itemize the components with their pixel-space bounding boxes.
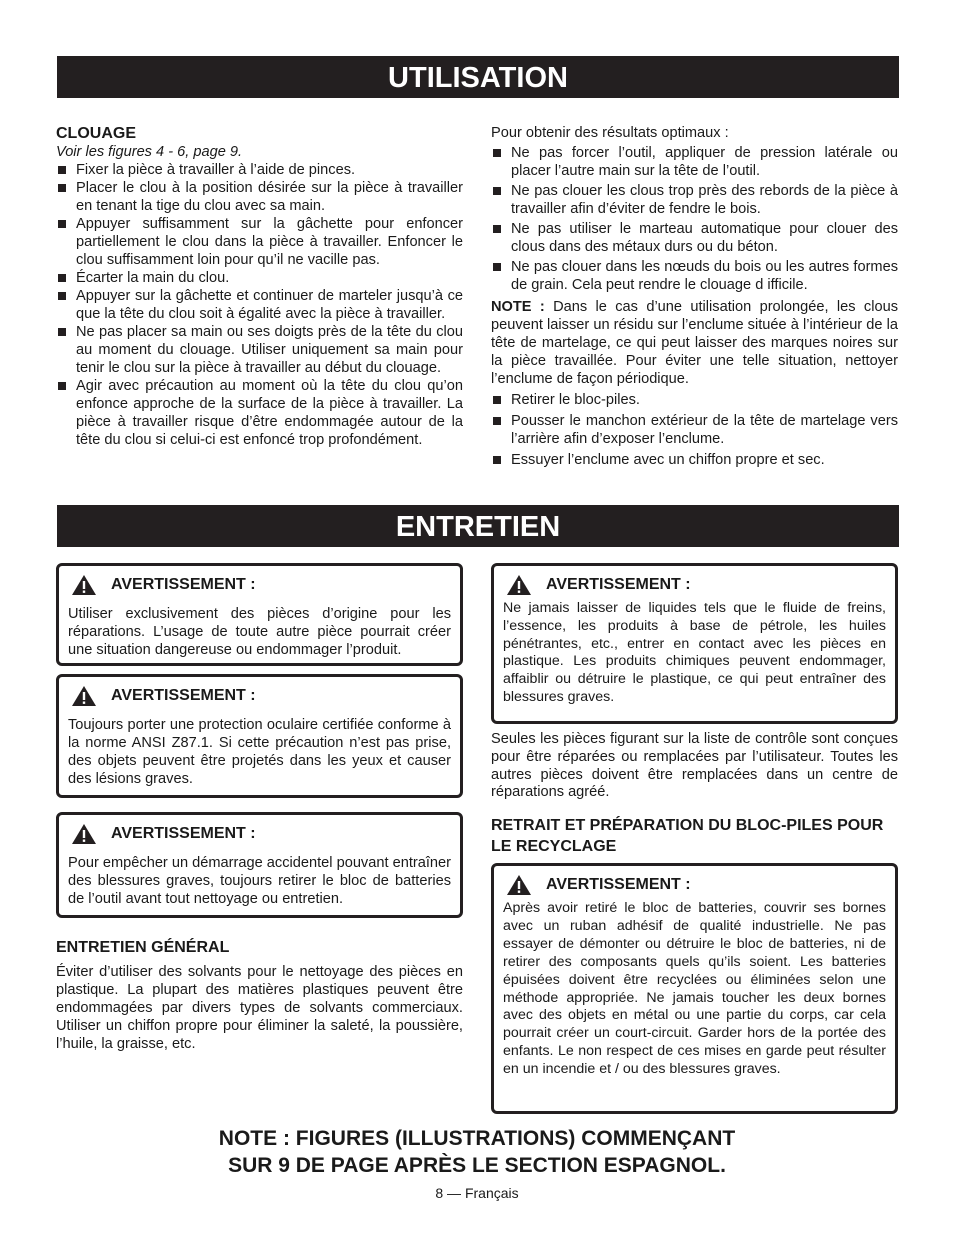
page-footer: 8 — Français (435, 1185, 519, 1201)
warning-triangle-icon (71, 574, 97, 596)
note-text: Dans le cas d’une utilisation prolongée, les clous peuvent laisser un résidu sur l’enclume située à l’intérieur de la tête de martelage, ce qui peut laisser des marques noires sur la pièce travaillée. Pour éviter une telle situation, nettoyer l’enclume de façon périodique. (491, 299, 898, 387)
retrait-section (491, 815, 898, 857)
clouage-section (56, 124, 463, 449)
entretien-general-text: Éviter d’utiliser des solvants pour le nettoyage des pièces en plastique. La plupart des matières plastiques peuvent être endommagées par divers types de solvants commerciaux. Utiliser un chiffon propre pour éliminer la saleté, la poussière, l’huile, la graisse, etc. (56, 964, 463, 1052)
figures-note (0, 1125, 954, 1179)
warning-text: Toujours porter une protection oculaire certifiée conforme à la norme ANSI Z87.1. Si cette précaution n’est pas prise, des objets peuvent être projetés dans les yeux et causer des lésions graves. (68, 717, 451, 787)
warning-text: Utiliser exclusivement des pièces d’origine pour les réparations. L’usage de toute autre pièce pourrait créer une situation dangereuse ou endommager l’produit. (68, 606, 451, 658)
warning-title: AVERTISSEMENT : (68, 823, 451, 845)
list-item: Pousser le manchon extérieur de la tête de martelage vers l’arrière afin d’exposer l’enclume. (491, 412, 898, 448)
list-item: Appuyer suffisamment sur la gâchette pour enfoncer partiellement le clou dans la pièce à travailler. Enfoncer le clou suffisamment loin pour qu’il ne vacille pas. (56, 215, 463, 269)
warning-text: Après avoir retiré le bloc de batteries, couvrir ses bornes avec un ruban adhésif de qualité industrielle. Ne pas essayer de démonter ou détruire le bloc de batteries, ni de retirer des composants quels qu’ils soient. Les batteries épuisées doivent être recyclées ou éliminées selon une méthode appropriée. Ne jamais toucher les deux bornes avec des objets en métal ou une partie du corps, car cela pourrait créer un court-circuit. Garder hors de la portée des enfants. Le non respect de ces mises en garde peut résulter en un incendie et / ou des blessures graves. (503, 900, 886, 1078)
list-item: Écarter la main du clou. (56, 269, 463, 287)
clouage-title: CLOUAGE (56, 125, 136, 142)
note-paragraph (491, 298, 898, 388)
pieces-section (491, 731, 898, 802)
warning-title: AVERTISSEMENT : (503, 574, 886, 596)
entretien-general-section (56, 938, 463, 1053)
retrait-title: RETRAIT ET PRÉPARATION DU BLOC-PILES POUR LE RECYCLAGE (491, 817, 884, 855)
list-item: Essuyer l’enclume avec un chiffon propre et sec. (491, 451, 898, 469)
resultats-list (491, 144, 898, 294)
warning-title: AVERTISSEMENT : (68, 685, 451, 707)
warning-triangle-icon (506, 874, 532, 896)
list-item: Appuyer sur la gâchette et continuer de marteler jusqu’à ce que la tête du clou soit à égalité avec la pièce à travailler. (56, 287, 463, 323)
clouage-list (56, 161, 463, 449)
warning-title: AVERTISSEMENT : (68, 574, 451, 596)
pieces-text: Seules les pièces figurant sur la liste de contrôle sont conçues pour être réparées ou remplacées par l’utilisateur. Toutes les autres pièces doivent être remplacées dans un centre de réparations agréé. (491, 731, 898, 801)
list-item: Ne pas utiliser le marteau automatique pour clouer des clous dans des métaux durs ou du béton. (491, 220, 898, 256)
list-item: Retirer le bloc-piles. (491, 391, 898, 409)
warning-text: Pour empêcher un démarrage accidentel pouvant entraîner des blessures graves, toujours retirer le bloc de batteries de l’outil avant tout nettoyage ou entretien. (68, 855, 451, 907)
list-item: Placer le clou à la position désirée sur la pièce à travailler en tenant la tige du clou avec sa main. (56, 179, 463, 215)
note-label: NOTE : (491, 299, 545, 315)
list-item: Ne pas forcer l’outil, appliquer de pression latérale ou placer l’autre main sur la tête de l’outil. (491, 144, 898, 180)
figures-note-line: NOTE : FIGURES (ILLUSTRATIONS) COMMENÇANT (218, 1127, 736, 1150)
list-item: Ne pas clouer dans les nœuds du bois ou les autres formes de grain. Cela peut rendre le clouage d ifficile. (491, 258, 898, 294)
warning-triangle-icon (71, 823, 97, 845)
figures-note-line: SUR 9 DE PAGE APRÈS LE SECTION ESPAGNOL. (228, 1154, 726, 1177)
warning-box-eye-protection (56, 674, 463, 798)
resultats-intro: Pour obtenir des résultats optimaux : (491, 125, 729, 141)
warning-box-liquids (491, 563, 898, 724)
resultats-section (491, 124, 898, 469)
warning-box-battery-recycling (491, 863, 898, 1114)
list-item: Ne pas clouer les clous trop près des rebords de la pièce à travailler afin d’éviter de fendre le bois. (491, 182, 898, 218)
warning-title: AVERTISSEMENT : (503, 874, 886, 896)
list-item: Agir avec précaution au moment où la tête du clou qu’on enfonce approche de la surface de la pièce à travailler. La pièce à travailler risque d’être endommagée autour de la tête du clou si celui-ci est enfoncé trop profondément. (56, 377, 463, 449)
list-item: Fixer la pièce à travailler à l’aide de pinces. (56, 161, 463, 179)
section-banner-entretien: ENTRETIEN (57, 505, 899, 547)
warning-triangle-icon (71, 685, 97, 707)
warning-box-battery-removal (56, 812, 463, 918)
list-item: Ne pas placer sa main ou ses doigts près de la tête du clou au moment du clouage. Utiliser uniquement sa main pour tenir le clou sur la pièce à travailler au début du clouage. (56, 323, 463, 377)
clouage-figure-ref: Voir les figures 4 - 6, page 9. (56, 144, 243, 160)
section-banner-utilisation: UTILISATION (57, 56, 899, 98)
warning-box-pieces (56, 563, 463, 666)
warning-text: Ne jamais laisser de liquides tels que le fluide de freins, l’essence, les produits à base de pétrole, les huiles pénétrantes, etc., entrer en contact avec les pièces en plastique. Les produits chimiques peuvent endommager, affaiblir ou détruire le plastique, ce qui peut entraîner des blessures graves. (503, 600, 886, 705)
warning-triangle-icon (506, 574, 532, 596)
enclume-steps (491, 391, 898, 469)
entretien-general-title: ENTRETIEN GÉNÉRAL (56, 939, 230, 956)
